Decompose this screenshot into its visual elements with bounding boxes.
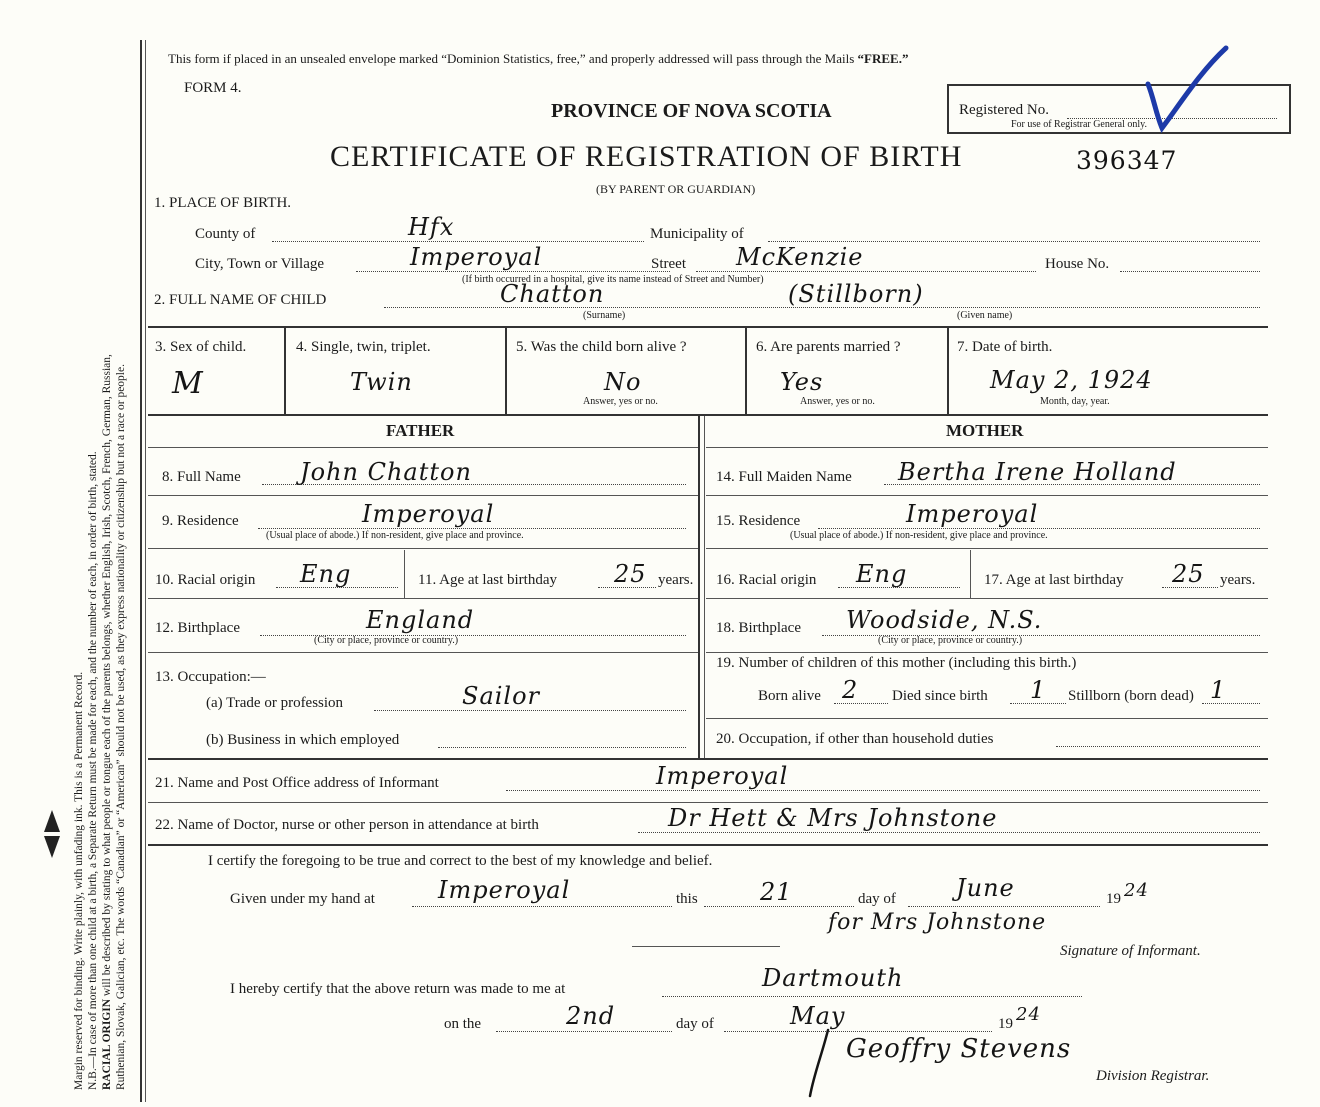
given-name-caption: (Given name) <box>957 310 1013 321</box>
check-mark-icon <box>1140 44 1230 134</box>
binding-mark-top <box>44 810 60 832</box>
surname-caption: (Surname) <box>583 310 626 321</box>
informant-value: Imperoyal <box>656 762 789 790</box>
father-trade-value: Sailor <box>462 682 541 710</box>
father-business-label: (b) Business in which employed <box>206 732 400 748</box>
hospital-note: (If birth occurred in a hospital, give its name instead of Street and Number) <box>462 274 764 285</box>
father-heading: FATHER <box>386 421 455 440</box>
rule-mother-18 <box>706 652 1268 653</box>
registrar-place-value: Dartmouth <box>762 964 904 992</box>
certificate-number: 396347 <box>1076 146 1178 175</box>
mother-age-years: years. <box>1220 572 1256 588</box>
day-of-label: day of <box>858 891 896 907</box>
city-value: Imperoyal <box>410 243 543 271</box>
day-line <box>704 906 854 907</box>
informant-signature: for Mrs Johnstone <box>828 910 1047 935</box>
father-business-line <box>438 747 686 748</box>
mother-heading: MOTHER <box>946 421 1024 440</box>
city-label: City, Town or Village <box>195 256 325 272</box>
registered-note: For use of Registrar General only. <box>1011 119 1147 130</box>
rule-father-racial <box>404 550 405 598</box>
mother-birthplace-label: 18. Birthplace <box>716 620 801 636</box>
registrar-month-value: May <box>790 1002 846 1030</box>
year-printed: 19 <box>1106 891 1121 907</box>
mother-occupation-label: 20. Occupation, if other than household duties <box>716 731 994 747</box>
this-label: this <box>676 891 698 907</box>
father-residence-label: 9. Residence <box>162 513 239 529</box>
father-racial-value: Eng <box>300 560 352 588</box>
registrar-caption: Division Registrar. <box>1096 1068 1210 1084</box>
rule-father-10 <box>148 598 698 599</box>
rule-col-2 <box>505 328 507 414</box>
mother-residence-caption: (Usual place of abode.) If non-resident, give place and province. <box>790 530 1048 541</box>
mother-name-label: 14. Full Maiden Name <box>716 469 852 485</box>
rule-col-4 <box>947 328 949 414</box>
given-at-line <box>412 906 672 907</box>
father-birthplace-caption: (City or place, province or country.) <box>314 635 459 646</box>
mother-residence-value: Imperoyal <box>906 500 1039 528</box>
rule-col-3 <box>745 328 747 414</box>
mother-residence-line <box>818 528 1260 529</box>
street-line <box>696 271 1036 272</box>
born-alive-caption: Answer, yes or no. <box>583 396 658 407</box>
mother-racial-value: Eng <box>856 560 908 588</box>
province-heading: PROVINCE OF NOVA SCOTIA <box>551 100 832 122</box>
form-number: FORM 4. <box>184 80 242 96</box>
rule-informant-top <box>148 758 1268 760</box>
rule-row3-top <box>148 326 1268 328</box>
registrar-day-of-label: day of <box>676 1016 714 1032</box>
street-label: Street <box>651 256 686 272</box>
mother-age-label: 17. Age at last birthday <box>984 572 1124 588</box>
rule-certify-top <box>148 844 1268 846</box>
mother-name-value: Bertha Irene Holland <box>898 458 1177 486</box>
county-value: Hfx <box>408 213 455 241</box>
father-name-label: 8. Full Name <box>162 469 241 485</box>
place-of-birth-heading: 1. PLACE OF BIRTH. <box>154 195 292 211</box>
municipality-line <box>768 241 1260 242</box>
father-birthplace-value: England <box>366 606 475 634</box>
father-trade-line <box>374 710 686 711</box>
birth-date-label: 7. Date of birth. <box>957 339 1053 355</box>
day-value: 21 <box>760 878 793 906</box>
father-residence-value: Imperoyal <box>362 500 495 528</box>
city-line <box>356 271 670 272</box>
registrar-day-value: 2nd <box>566 1002 616 1030</box>
month-line <box>908 906 1100 907</box>
rule-father-12 <box>148 652 698 653</box>
county-line <box>272 241 644 242</box>
stillborn-label: Stillborn (born dead) <box>1068 688 1194 704</box>
sex-label: 3. Sex of child. <box>155 339 247 355</box>
married-label: 6. Are parents married ? <box>756 339 901 355</box>
registrar-flourish-icon <box>800 1026 860 1102</box>
margin-line-1: Margin reserved for binding. Write plainly, with unfading ink. This is a Permanent Record. <box>73 671 85 1090</box>
died-since-birth-label: Died since birth <box>892 688 988 704</box>
rule-father-heading <box>148 447 698 448</box>
plurality-label: 4. Single, twin, triplet. <box>296 339 431 355</box>
child-given-value: (Stillborn) <box>788 280 924 308</box>
father-residence-line <box>258 528 686 529</box>
rule-mother-19 <box>706 718 1268 719</box>
margin-line-3: RACIAL ORIGIN will be described by stating to what people or tongue each of the parents belongs, whether English, Irish, Scotch, French, German, Russian, <box>101 354 113 1090</box>
rule-col-1 <box>284 328 286 414</box>
father-racial-label: 10. Racial origin <box>155 572 256 588</box>
informant-signature-caption: Signature of Informant. <box>1060 943 1201 959</box>
father-age-label: 11. Age at last birthday <box>418 572 557 588</box>
registered-box <box>947 84 1291 134</box>
county-label: County of <box>195 226 256 242</box>
child-name-label: 2. FULL NAME OF CHILD <box>154 292 327 308</box>
mother-children-label: 19. Number of children of this mother (including this birth.) <box>716 655 1077 671</box>
on-the-label: on the <box>444 1016 482 1032</box>
mail-notice: This form if placed in an unsealed envelope marked “Dominion Statistics, free,” and properly addressed will pass through the Mails “FREE.” <box>168 51 909 66</box>
rule-mother-14 <box>706 495 1268 496</box>
registered-label: Registered No. <box>959 102 1049 118</box>
certificate-title: CERTIFICATE OF REGISTRATION OF BIRTH <box>330 140 963 173</box>
rule-row3-bottom <box>148 414 1268 416</box>
father-trade-label: (a) Trade or profession <box>206 695 344 711</box>
rule-mother-racial <box>970 550 971 598</box>
margin-line-4: Ruthenian, Slovak, Galician, etc. The words “Canadian” or “American” should not be used, as they express nationality or citizenship but not a race or people. <box>115 364 127 1090</box>
stillborn-value: 1 <box>1210 676 1227 704</box>
rule-mother-heading <box>706 447 1268 448</box>
registrar-place-line <box>662 996 1082 997</box>
rule-parents-split-inner <box>704 416 705 758</box>
married-value: Yes <box>780 368 824 396</box>
married-caption: Answer, yes or no. <box>800 396 875 407</box>
margin-line-2: N.B.—In case of more than one child at a birth, a Separate Return must be made for each, and the number of each, in order of birth, stated. <box>87 451 99 1090</box>
attendant-line <box>638 832 1260 833</box>
rule-parents-split <box>698 416 700 758</box>
registrar-statement: I hereby certify that the above return was made to me at <box>230 981 566 997</box>
father-name-value: John Chatton <box>300 458 472 486</box>
rule-mother-16 <box>706 598 1268 599</box>
mother-birthplace-value: Woodside, N.S. <box>846 606 1043 634</box>
died-since-birth-value: 1 <box>1030 676 1047 704</box>
child-surname-value: Chatton <box>500 280 605 308</box>
attendant-value: Dr Hett & Mrs Johnstone <box>668 804 998 832</box>
father-age-years: years. <box>658 572 694 588</box>
born-alive-label: 5. Was the child born alive ? <box>516 339 687 355</box>
year-value: 24 <box>1124 880 1149 901</box>
given-at-label: Given under my hand at <box>230 891 375 907</box>
house-no-line <box>1120 271 1260 272</box>
rule-informant-bottom <box>148 802 1268 803</box>
registrar-signature: Geoffry Stevens <box>846 1034 1072 1064</box>
father-birthplace-label: 12. Birthplace <box>155 620 240 636</box>
registrar-day-line <box>496 1031 672 1032</box>
mother-birthplace-caption: (City or place, province or country.) <box>878 635 1023 646</box>
birth-date-caption: Month, day, year. <box>1040 396 1110 407</box>
informant-line <box>506 790 1260 791</box>
father-age-value: 25 <box>614 560 647 588</box>
plurality-value: Twin <box>350 368 413 396</box>
given-at-value: Imperoyal <box>438 876 571 904</box>
municipality-label: Municipality of <box>650 226 744 242</box>
certify-statement: I certify the foregoing to be true and correct to the best of my knowledge and belief. <box>208 853 713 869</box>
certificate-subtitle: (BY PARENT OR GUARDIAN) <box>596 182 756 196</box>
born-alive-count-value: 2 <box>842 676 859 704</box>
mother-age-value: 25 <box>1172 560 1205 588</box>
father-residence-caption: (Usual place of abode.) If non-resident, give place and province. <box>266 530 524 541</box>
sex-value: M <box>172 366 204 401</box>
binding-mark-bottom <box>44 836 60 858</box>
street-value: McKenzie <box>736 243 864 271</box>
informant-label: 21. Name and Post Office address of Informant <box>155 775 439 791</box>
registrar-year-value: 24 <box>1016 1004 1041 1025</box>
mother-racial-label: 16. Racial origin <box>716 572 817 588</box>
margin-rule-inner <box>145 40 146 1102</box>
signature-short-rule <box>632 946 780 947</box>
birth-date-value: May 2, 1924 <box>990 366 1153 394</box>
father-occupation-label: 13. Occupation:— <box>155 669 266 685</box>
margin-rule <box>140 40 142 1102</box>
margin-instructions <box>72 30 128 1090</box>
attendant-label: 22. Name of Doctor, nurse or other person in attendance at birth <box>155 817 539 833</box>
rule-father-8 <box>148 495 698 496</box>
born-alive-value: No <box>604 368 642 396</box>
mother-occupation-line <box>1056 746 1260 747</box>
mother-residence-label: 15. Residence <box>716 513 801 529</box>
rule-mother-15 <box>706 548 1268 549</box>
rule-father-9 <box>148 548 698 549</box>
registrar-year-printed: 19 <box>998 1016 1013 1032</box>
month-value: June <box>956 874 1015 902</box>
born-alive-count-label: Born alive <box>758 688 821 704</box>
house-no-label: House No. <box>1045 256 1110 272</box>
